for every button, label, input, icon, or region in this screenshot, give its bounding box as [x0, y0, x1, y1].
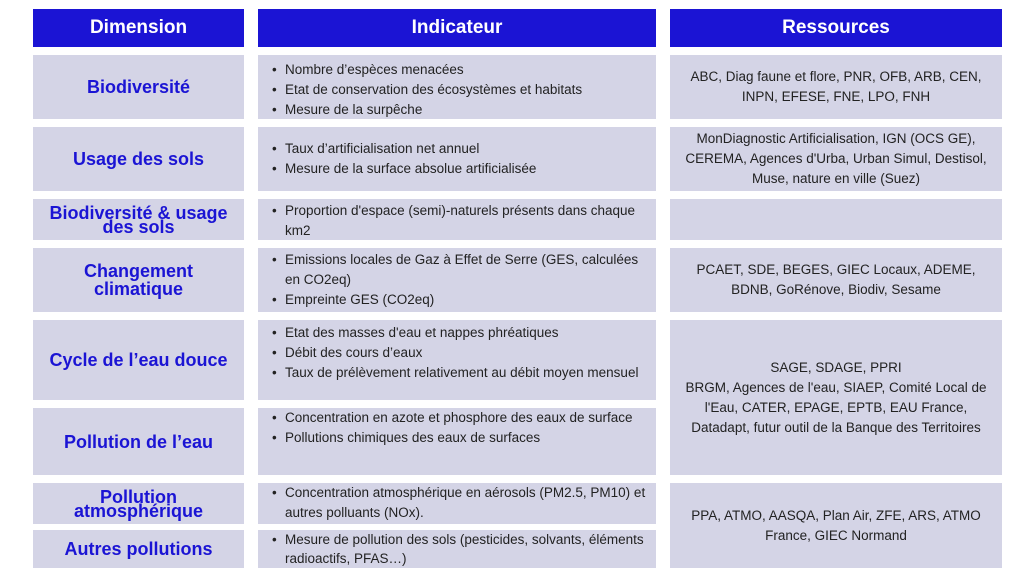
indicator-item: • Proportion d'espace (semi)-naturels présents dans chaque km2 — [270, 201, 646, 241]
indicator-list — [270, 201, 646, 241]
indicator-cell — [258, 530, 656, 568]
indicator-list — [270, 530, 646, 568]
indicator-item: • Concentration en azote et phosphore des eaux de surface — [270, 408, 646, 428]
indicator-list — [270, 250, 646, 310]
indicator-cell — [258, 127, 656, 191]
dimension-cell — [33, 199, 244, 240]
dimension-cell — [33, 530, 244, 568]
indicator-item: • Etat de conservation des écosystèmes et habitats — [270, 80, 646, 100]
dimension-cell — [33, 483, 244, 524]
indicator-cell — [258, 199, 656, 240]
indicator-item: • Taux d’artificialisation net annuel — [270, 139, 646, 159]
dimension-label: Changement climatique — [83, 261, 193, 299]
indicator-item: • Emissions locales de Gaz à Effet de Serre (GES, calculées en CO2eq) — [270, 250, 646, 290]
resource-text: MonDiagnostic Artificialisation, IGN (OCS GE), CEREMA, Agences d'Urba, Urban Simul, Destisol, Muse, nature en ville (Suez) — [685, 131, 987, 186]
indicator-list — [270, 408, 646, 448]
indicator-cell — [258, 248, 656, 312]
indicator-item: • Pollutions chimiques des eaux de surfaces — [270, 428, 646, 448]
resource-cell — [670, 55, 1002, 119]
dimension-cell — [33, 408, 244, 475]
dimension-cell — [33, 320, 244, 400]
indicator-item: • Mesure de la surface absolue artificialisée — [270, 159, 646, 179]
indicator-item: • Concentration atmosphérique en aérosols (PM2.5, PM10) et autres polluants (NOx). — [270, 483, 646, 523]
resource-cell — [670, 248, 1002, 312]
indicator-list — [270, 60, 646, 120]
indicator-cell — [258, 408, 656, 475]
indicator-item: • Etat des masses d'eau et nappes phréatiques — [270, 323, 646, 343]
header-dimension: Dimension — [33, 9, 244, 47]
dimension-label: Autres pollutions — [64, 539, 213, 559]
indicator-cell — [258, 320, 656, 400]
indicator-item: • Mesure de pollution des sols (pesticides, solvants, éléments radioactifs, PFAS…) — [270, 530, 646, 568]
dimension-cell — [33, 248, 244, 312]
resource-text: PPA, ATMO, AASQA, Plan Air, ZFE, ARS, ATMO France, GIEC Normand — [691, 507, 981, 543]
dimension-label: Pollution de l’eau — [63, 431, 213, 452]
indicator-item: • Nombre d’espèces menacées — [270, 60, 646, 80]
dimension-cell — [33, 127, 244, 191]
dimension-cell — [33, 55, 244, 119]
resource-text: PCAET, SDE, BEGES, GIEC Locaux, ADEME, BDNB, GoRénove, Biodiv, Sesame — [696, 262, 976, 297]
resource-text: ABC, Diag faune et flore, PNR, OFB, ARB, CEN, INPN, EFESE, FNE, LPO, FNH — [690, 69, 982, 104]
indicator-item: • Taux de prélèvement relativement au débit moyen mensuel — [270, 363, 646, 383]
dimension-label: Usage des sols — [72, 149, 205, 169]
resource-cell — [670, 127, 1002, 191]
header-ressources: Ressources — [670, 9, 1002, 47]
indicator-list — [270, 323, 646, 383]
indicator-item: • Débit des cours d’eaux — [270, 343, 646, 363]
indicator-cell — [258, 483, 656, 524]
resource-text: SAGE, SDAGE, PPRI BRGM, Agences de l'eau, SIAEP, Comité Local de l'Eau, CATER, EPAGE, EPTB, EAU France, Datadapt, futur outil de la Banque des Territoires — [685, 359, 987, 435]
dimension-label: Cycle de l’eau douce — [49, 350, 228, 370]
indicator-list — [270, 483, 646, 523]
resource-cell-merged — [670, 483, 1002, 568]
dimension-label: Pollution atmosphérique — [73, 486, 204, 521]
dimension-label: Biodiversité & usage des sols — [49, 202, 228, 237]
indicator-cell — [258, 55, 656, 119]
dimension-label: Biodiversité — [86, 77, 191, 97]
resource-cell-merged — [670, 320, 1002, 475]
resource-cell-empty — [670, 199, 1002, 240]
indicator-list — [270, 139, 646, 179]
indicator-item: • Empreinte GES (CO2eq) — [270, 290, 646, 310]
header-indicateur: Indicateur — [258, 9, 656, 47]
indicator-item: • Mesure de la surpêche — [270, 100, 646, 120]
